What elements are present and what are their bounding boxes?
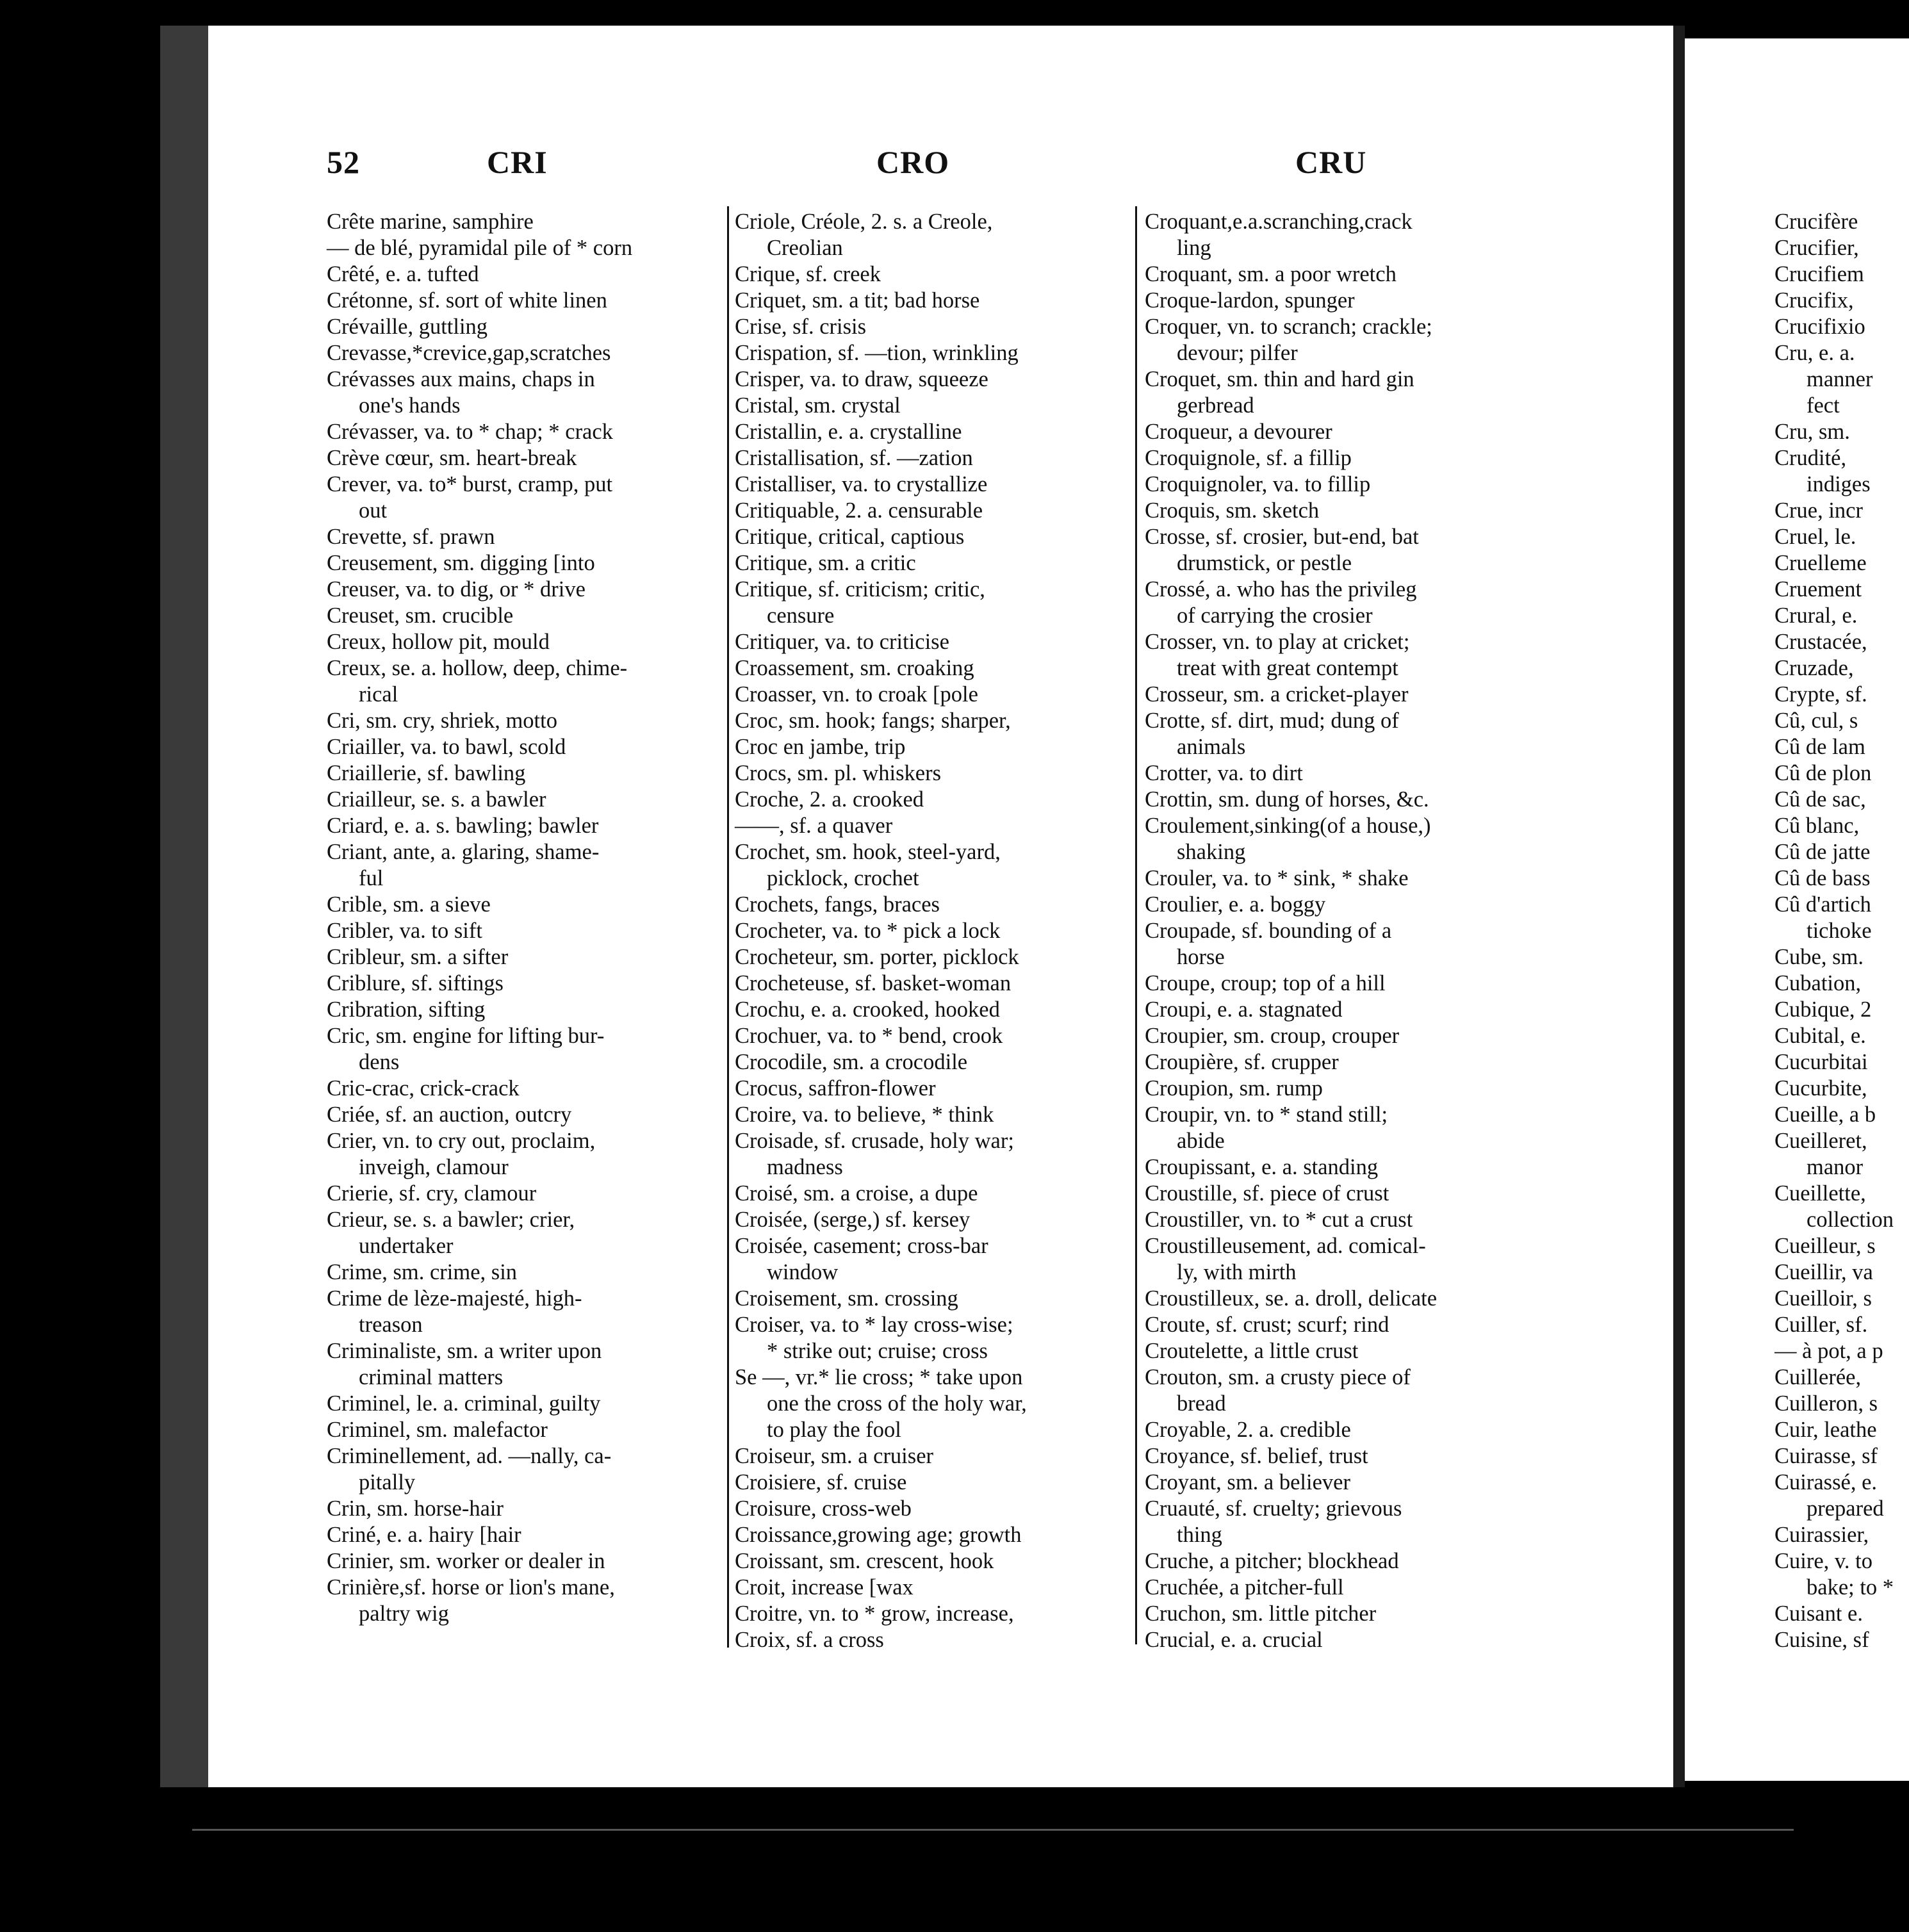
dictionary-entry: Crochet, sm. hook, steel-yard,: [735, 840, 1001, 864]
entry-continuation: picklock, crochet: [767, 866, 919, 890]
dictionary-entry: Croquet, sm. thin and hard gin: [1145, 367, 1414, 391]
dictionary-entry: Criquet, sm. a tit; bad horse: [735, 288, 980, 313]
dictionary-entry: Croisiere, sf. cruise: [735, 1470, 907, 1494]
dictionary-entry: Crotter, va. to dirt: [1145, 761, 1303, 785]
dictionary-entry: Cubital, e.: [1774, 1024, 1866, 1048]
dictionary-entry: Croupier, sm. croup, crouper: [1145, 1024, 1400, 1048]
dictionary-entry: Cuilleron, s: [1774, 1391, 1878, 1416]
dictionary-entry: — de blé, pyramidal pile of * corn: [327, 236, 633, 260]
dictionary-entry: Cuir, leathe: [1774, 1418, 1877, 1442]
dictionary-entry: Croitre, vn. to * grow, increase,: [735, 1601, 1014, 1626]
entry-continuation: collection: [1807, 1208, 1894, 1232]
dictionary-entry: Cuillerée,: [1774, 1365, 1862, 1389]
entry-continuation: undertaker: [359, 1234, 454, 1258]
dictionary-entry: Cruzade,: [1774, 656, 1854, 680]
dictionary-entry: Crochuer, va. to * bend, crook: [735, 1024, 1003, 1048]
dictionary-entry: Criailleur, se. s. a bawler: [327, 787, 546, 812]
dictionary-entry: Cruauté, sf. cruelty; grievous: [1145, 1496, 1402, 1521]
dictionary-entry: Cû d'artich: [1774, 892, 1871, 917]
dictionary-entry: Croiser, va. to * lay cross-wise;: [735, 1313, 1013, 1337]
dictionary-entry: Croulier, e. a. boggy: [1145, 892, 1326, 917]
dictionary-entry: Crouler, va. to * sink, * shake: [1145, 866, 1409, 890]
dictionary-entry: Cû de plon: [1774, 761, 1872, 785]
dictionary-entry: Cube, sm.: [1774, 945, 1864, 969]
dictionary-entry: Crottin, sm. dung of horses, &c.: [1145, 787, 1429, 812]
dictionary-entry: Critique, critical, captious: [735, 525, 965, 549]
dictionary-entry: Cucurbite,: [1774, 1076, 1867, 1101]
dictionary-entry: Cruel, le.: [1774, 525, 1856, 549]
dictionary-entry: Cuisant e.: [1774, 1601, 1863, 1626]
entry-continuation: bread: [1177, 1391, 1226, 1416]
guide-word-center: CRO: [876, 144, 950, 180]
dictionary-entry: Cru, e. a.: [1774, 341, 1855, 365]
entry-continuation: indiges: [1807, 472, 1871, 496]
dictionary-entry: Croissant, sm. crescent, hook: [735, 1549, 994, 1573]
dictionary-entry: Cuirassé, e.: [1774, 1470, 1878, 1494]
dictionary-entry: Cruche, a pitcher; blockhead: [1145, 1549, 1399, 1573]
dictionary-entry: Cueilloir, s: [1774, 1286, 1872, 1311]
entry-continuation: ling: [1177, 236, 1211, 260]
dictionary-entry: Croquant, sm. a poor wretch: [1145, 262, 1397, 286]
dictionary-entry: Crocheteuse, sf. basket-woman: [735, 971, 1012, 995]
dictionary-entry: Croupade, sf. bounding of a: [1145, 919, 1392, 943]
entry-continuation: * strike out; cruise; cross: [767, 1339, 988, 1363]
dictionary-entry: Crier, vn. to cry out, proclaim,: [327, 1129, 596, 1153]
dictionary-entry: Croustiller, vn. to * cut a crust: [1145, 1208, 1413, 1232]
dictionary-entry: Criole, Créole, 2. s. a Creole,: [735, 209, 993, 234]
dictionary-entry: Cû de bass: [1774, 866, 1871, 890]
dictionary-entry: Crique, sf. creek: [735, 262, 881, 286]
dictionary-entry: Crudité,: [1774, 446, 1847, 470]
dictionary-entry: Crisper, va. to draw, squeeze: [735, 367, 988, 391]
entry-continuation: of carrying the crosier: [1177, 603, 1373, 628]
dictionary-entry: Cû, cul, s: [1774, 708, 1858, 733]
entry-continuation: ly, with mirth: [1177, 1260, 1297, 1284]
dictionary-entry: Croix, sf. a cross: [735, 1628, 884, 1652]
dictionary-entry: Croisement, sm. crossing: [735, 1286, 958, 1311]
entry-continuation: Creolian: [767, 236, 843, 260]
dictionary-entry: Cueillette,: [1774, 1181, 1866, 1206]
dictionary-entry: Crieur, se. s. a bawler; crier,: [327, 1208, 575, 1232]
dictionary-entry: Criard, e. a. s. bawling; bawler: [327, 814, 599, 838]
dictionary-entry: Croustilleux, se. a. droll, delicate: [1145, 1286, 1438, 1311]
dictionary-entry: Cubique, 2: [1774, 997, 1872, 1022]
dictionary-entry: Croc en jambe, trip: [735, 735, 906, 759]
dictionary-entry: Criblure, sf. siftings: [327, 971, 504, 995]
facing-page-gutter: [1673, 26, 1685, 1787]
dictionary-entry: Cû de lam: [1774, 735, 1865, 759]
entry-continuation: manner: [1807, 367, 1873, 391]
dictionary-entry: Cuirassier,: [1774, 1523, 1869, 1547]
dictionary-entry: Croupir, vn. to * stand still;: [1145, 1102, 1388, 1127]
entry-continuation: rical: [359, 682, 398, 707]
entry-continuation: gerbread: [1177, 393, 1254, 418]
dictionary-entry: Croissance,growing age; growth: [735, 1523, 1022, 1547]
dictionary-entry: Croustille, sf. piece of crust: [1145, 1181, 1389, 1206]
entry-continuation: madness: [767, 1155, 843, 1179]
dictionary-entry: Croupe, croup; top of a hill: [1145, 971, 1386, 995]
dictionary-entry: Croque-lardon, spunger: [1145, 288, 1355, 313]
dictionary-entry: Crotte, sf. dirt, mud; dung of: [1145, 708, 1399, 733]
dictionary-entry: Cric-crac, crick-crack: [327, 1076, 520, 1101]
dictionary-entry: Croisé, sm. a croise, a dupe: [735, 1181, 978, 1206]
dictionary-entry: Criant, ante, a. glaring, shame-: [327, 840, 600, 864]
column-rule-2: [1135, 206, 1137, 1644]
guide-word-right: CRU: [1295, 144, 1367, 180]
dictionary-entry: Croche, 2. a. crooked: [735, 787, 924, 812]
dictionary-entry: Cric, sm. engine for lifting bur-: [327, 1024, 605, 1048]
entry-continuation: censure: [767, 603, 835, 628]
dictionary-entry: ——, sf. a quaver: [735, 814, 893, 838]
dictionary-entry: Cristal, sm. crystal: [735, 393, 901, 418]
dictionary-entry: Croutelette, a little crust: [1145, 1339, 1359, 1363]
entries-column-2: [735, 209, 1126, 1653]
dictionary-entry: Crouton, sm. a crusty piece of: [1145, 1365, 1411, 1389]
dictionary-entry: Critique, sm. a critic: [735, 551, 916, 575]
dictionary-entry: Crochu, e. a. crooked, hooked: [735, 997, 1000, 1022]
dictionary-entry: Croassement, sm. croaking: [735, 656, 974, 680]
dictionary-entry: Cueille, a b: [1774, 1102, 1876, 1127]
dictionary-entry: Cruchon, sm. little pitcher: [1145, 1601, 1377, 1626]
dictionary-entry: Crocheter, va. to * pick a lock: [735, 919, 1001, 943]
dictionary-entry: Criminel, le. a. criminal, guilty: [327, 1391, 601, 1416]
dictionary-entry: Crève cœur, sm. heart-break: [327, 446, 577, 470]
dictionary-entry: Croyable, 2. a. credible: [1145, 1418, 1351, 1442]
dictionary-entry: Cueilleret,: [1774, 1129, 1867, 1153]
dictionary-entry: Crosse, sf. crosier, but-end, bat: [1145, 525, 1419, 549]
dictionary-entry: Critique, sf. criticism; critic,: [735, 577, 985, 602]
dictionary-entry: Crierie, sf. cry, clamour: [327, 1181, 537, 1206]
dictionary-entry: Croc, sm. hook; fangs; sharper,: [735, 708, 1011, 733]
dictionary-entry: Crispation, sf. —tion, wrinkling: [735, 341, 1019, 365]
dictionary-entry: Cuisine, sf: [1774, 1628, 1869, 1652]
dictionary-entry: Criminel, sm. malefactor: [327, 1418, 548, 1442]
entry-continuation: abide: [1177, 1129, 1225, 1153]
dictionary-entry: Crétonne, sf. sort of white linen: [327, 288, 607, 313]
page-number: 52: [327, 144, 360, 180]
dictionary-entry: Crime de lèze-majesté, high-: [327, 1286, 582, 1311]
dictionary-entry: Criaillerie, sf. bawling: [327, 761, 526, 785]
dictionary-entry: Crucifiem: [1774, 262, 1864, 286]
dictionary-entry: Croupion, sm. rump: [1145, 1076, 1323, 1101]
dictionary-entry: Crever, va. to* burst, cramp, put: [327, 472, 613, 496]
dictionary-entry: Cucurbitai: [1774, 1050, 1868, 1074]
entry-continuation: window: [767, 1260, 839, 1284]
entry-continuation: bake; to *: [1807, 1575, 1894, 1600]
dictionary-entry: Criailler, va. to bawl, scold: [327, 735, 566, 759]
column-rule-1: [727, 206, 729, 1648]
dictionary-entry: Creux, se. a. hollow, deep, chime-: [327, 656, 628, 680]
dictionary-entry: Crucifix,: [1774, 288, 1854, 313]
guide-word-left: CRI: [487, 144, 548, 180]
entry-continuation: to play the fool: [767, 1418, 901, 1442]
dictionary-entry: Croisée, (serge,) sf. kersey: [735, 1208, 971, 1232]
dictionary-entry: Crypte, sf.: [1774, 682, 1867, 707]
dictionary-entry: Croupière, sf. crupper: [1145, 1050, 1339, 1074]
dictionary-entry: Crinière,sf. horse or lion's mane,: [327, 1575, 615, 1600]
dictionary-entry: Crochets, fangs, braces: [735, 892, 940, 917]
dictionary-entry: Criminellement, ad. —nally, ca-: [327, 1444, 612, 1468]
dictionary-entry: Crural, e.: [1774, 603, 1858, 628]
dictionary-entry: Croustilleusement, ad. comical-: [1145, 1234, 1426, 1258]
dictionary-entry: Cri, sm. cry, shriek, motto: [327, 708, 557, 733]
dictionary-entry: Croire, va. to believe, * think: [735, 1102, 994, 1127]
dictionary-entry: Croquignoler, va. to fillip: [1145, 472, 1371, 496]
entry-continuation: out: [359, 498, 388, 523]
dictionary-entry: Cueillir, va: [1774, 1260, 1873, 1284]
dictionary-entry: Crosseur, sm. a cricket-player: [1145, 682, 1409, 707]
dictionary-entry: Cubation,: [1774, 971, 1862, 995]
dictionary-entry: Cru, sm.: [1774, 420, 1850, 444]
dictionary-entry: — à pot, a p: [1774, 1339, 1883, 1363]
dictionary-entry: Crêté, e. a. tufted: [327, 262, 479, 286]
dictionary-entry: Crime, sm. crime, sin: [327, 1260, 518, 1284]
entry-continuation: paltry wig: [359, 1601, 449, 1626]
dictionary-entry: Crocs, sm. pl. whiskers: [735, 761, 941, 785]
dictionary-entry: Crévaille, guttling: [327, 315, 488, 339]
dictionary-entry: Cû blanc,: [1774, 814, 1860, 838]
dictionary-entry: Crucifixio: [1774, 315, 1865, 339]
entry-continuation: ful: [359, 866, 384, 890]
dictionary-entry: Crustacée,: [1774, 630, 1867, 654]
dictionary-entry: Croquer, vn. to scranch; crackle;: [1145, 315, 1432, 339]
dictionary-entry: Crevasse,*crevice,gap,scratches: [327, 341, 611, 365]
dictionary-entry: Cueilleur, s: [1774, 1234, 1876, 1258]
entries-column-facing: [1774, 209, 1909, 1653]
dictionary-entry: Crucifère: [1774, 209, 1858, 234]
entry-continuation: treason: [359, 1313, 423, 1337]
dictionary-entry: Croyance, sf. belief, trust: [1145, 1444, 1368, 1468]
dictionary-entry: Se —, vr.* lie cross; * take upon: [735, 1365, 1023, 1389]
entry-continuation: treat with great contempt: [1177, 656, 1398, 680]
dictionary-entry: Croasser, vn. to croak [pole: [735, 682, 978, 707]
dictionary-entry: Crin, sm. horse-hair: [327, 1496, 504, 1521]
entry-continuation: prepared: [1807, 1496, 1884, 1521]
dictionary-entry: Croqueur, a devourer: [1145, 420, 1332, 444]
dictionary-entry: Crosser, vn. to play at cricket;: [1145, 630, 1410, 654]
dictionary-entry: Cristallin, e. a. crystalline: [735, 420, 962, 444]
entry-continuation: one's hands: [359, 393, 461, 418]
dictionary-entry: Crocus, saffron-flower: [735, 1076, 936, 1101]
entry-continuation: tichoke: [1807, 919, 1872, 943]
dictionary-entry: Criée, sf. an auction, outcry: [327, 1102, 572, 1127]
dictionary-entry: Croquant,e.a.scranching,crack: [1145, 209, 1413, 234]
dictionary-entry: Cuiller, sf.: [1774, 1313, 1868, 1337]
entry-continuation: drumstick, or pestle: [1177, 551, 1352, 575]
dictionary-entry: Croquignole, sf. a fillip: [1145, 446, 1352, 470]
dictionary-entry: Cribration, sifting: [327, 997, 486, 1022]
dictionary-entry: Crocheteur, sm. porter, picklock: [735, 945, 1019, 969]
dictionary-entry: Crête marine, samphire: [327, 209, 534, 234]
dictionary-entry: Cruchée, a pitcher-full: [1145, 1575, 1344, 1600]
dictionary-entry: Creuser, va. to dig, or * drive: [327, 577, 586, 602]
dictionary-entry: Cû de sac,: [1774, 787, 1866, 812]
entry-continuation: devour; pilfer: [1177, 341, 1298, 365]
entries-column-3: [1145, 209, 1542, 1653]
dictionary-entry: Croyant, sm. a believer: [1145, 1470, 1350, 1494]
dictionary-entry: Crucial, e. a. crucial: [1145, 1628, 1323, 1652]
book-spine-shadow: [160, 26, 208, 1787]
dictionary-entry: Cribleur, sm. a sifter: [327, 945, 509, 969]
dictionary-entry: Crévasses aux mains, chaps in: [327, 367, 595, 391]
dictionary-entry: Crucifier,: [1774, 236, 1859, 260]
dictionary-entry: Cuirasse, sf: [1774, 1444, 1878, 1468]
dictionary-entry: Crévasser, va. to * chap; * crack: [327, 420, 613, 444]
scan-edge-line: [192, 1829, 1794, 1831]
dictionary-entry: Croulement,sinking(of a house,): [1145, 814, 1431, 838]
dictionary-entry: Cuire, v. to: [1774, 1549, 1872, 1573]
entries-column-1: [327, 209, 717, 1627]
dictionary-entry: Crible, sm. a sieve: [327, 892, 491, 917]
dictionary-entry: Creusement, sm. digging [into: [327, 551, 595, 575]
entry-continuation: shaking: [1177, 840, 1246, 864]
entry-continuation: dens: [359, 1050, 400, 1074]
dictionary-entry: Croisure, cross-web: [735, 1496, 912, 1521]
dictionary-entry: Crue, incr: [1774, 498, 1863, 523]
book-left-edge: [109, 0, 160, 1932]
entry-continuation: fect: [1807, 393, 1840, 418]
dictionary-entry: Crise, sf. crisis: [735, 315, 867, 339]
dictionary-entry: Croisée, casement; cross-bar: [735, 1234, 988, 1258]
entry-continuation: one the cross of the holy war,: [767, 1391, 1027, 1416]
dictionary-entry: Cruelleme: [1774, 551, 1867, 575]
dictionary-entry: Croute, sf. crust; scurf; rind: [1145, 1313, 1389, 1337]
dictionary-entry: Cruement: [1774, 577, 1862, 602]
dictionary-entry: Crossé, a. who has the privileg: [1145, 577, 1417, 602]
entry-continuation: animals: [1177, 735, 1246, 759]
dictionary-entry: Croit, increase [wax: [735, 1575, 914, 1600]
entry-continuation: manor: [1807, 1155, 1864, 1179]
dictionary-entry: Croisade, sf. crusade, holy war;: [735, 1129, 1014, 1153]
dictionary-entry: Crocodile, sm. a crocodile: [735, 1050, 968, 1074]
dictionary-entry: Crinier, sm. worker or dealer in: [327, 1549, 605, 1573]
scan-bottom-border: [0, 1787, 1909, 1932]
entry-continuation: criminal matters: [359, 1365, 504, 1389]
dictionary-entry: Critiquer, va. to criticise: [735, 630, 949, 654]
dictionary-entry: Critiquable, 2. a. censurable: [735, 498, 983, 523]
dictionary-entry: Criminaliste, sm. a writer upon: [327, 1339, 602, 1363]
dictionary-entry: Croquis, sm. sketch: [1145, 498, 1320, 523]
entry-continuation: inveigh, clamour: [359, 1155, 509, 1179]
entry-continuation: pitally: [359, 1470, 416, 1494]
dictionary-entry: Cû de jatte: [1774, 840, 1871, 864]
dictionary-entry: Creuset, sm. crucible: [327, 603, 514, 628]
dictionary-entry: Creux, hollow pit, mould: [327, 630, 550, 654]
dictionary-entry: Crevette, sf. prawn: [327, 525, 495, 549]
dictionary-entry: Cristallisation, sf. —zation: [735, 446, 973, 470]
dictionary-entry: Croupi, e. a. stagnated: [1145, 997, 1343, 1022]
dictionary-entry: Criné, e. a. hairy [hair: [327, 1523, 521, 1547]
entry-continuation: horse: [1177, 945, 1225, 969]
dictionary-entry: Croupissant, e. a. standing: [1145, 1155, 1379, 1179]
dictionary-entry: Croiseur, sm. a cruiser: [735, 1444, 933, 1468]
dictionary-entry: Cribler, va. to sift: [327, 919, 482, 943]
dictionary-entry: Cristalliser, va. to crystallize: [735, 472, 988, 496]
entry-continuation: thing: [1177, 1523, 1222, 1547]
